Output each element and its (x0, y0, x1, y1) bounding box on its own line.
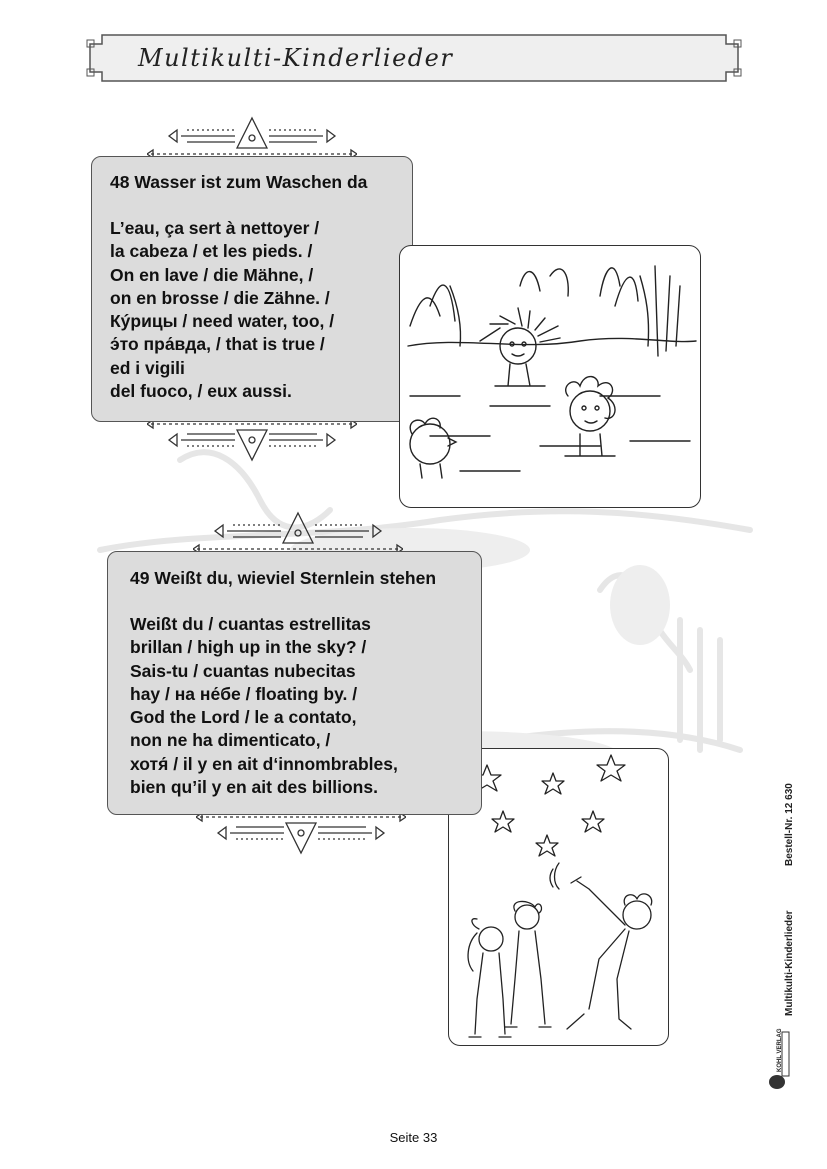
song-48-title: 48 Wasser ist zum Waschen da (110, 172, 368, 192)
publisher-name: KOHL VERLAG (777, 1028, 783, 1072)
header-banner (84, 32, 744, 84)
lyric-line: on en brosse / die Zähne. / (110, 287, 330, 308)
song-49-title: 49 Weißt du, wieviel Sternlein stehen (130, 568, 437, 588)
lyric-line: non ne ha dimenticato, / (130, 730, 331, 751)
lyric-line: L’eau, ça sert à nettoyer / (110, 218, 320, 238)
lyric-line: la cabeza / et les pieds. / (110, 241, 313, 262)
illustration-bathing-children (399, 245, 701, 508)
page-title: Multikulti-Kinderlieder (138, 44, 454, 72)
lyric-line: хотя́ / il y en ait d‘innombrables, (130, 753, 398, 774)
song-48-box (91, 156, 413, 422)
ornament-top-49 (193, 511, 403, 555)
song-48-lyrics (110, 217, 412, 403)
lyric-line: ed i vigili (110, 357, 185, 378)
song-49-box (107, 551, 482, 815)
song-49-lyrics (130, 613, 481, 799)
side-book-title: Multikulti-Kinderlieder (784, 910, 795, 1016)
lyric-line: brillan / high up in the sky? / (130, 637, 367, 658)
lyric-line: bien qu’il y en ait des billions. (130, 777, 378, 798)
order-number: Bestell-Nr. 12 630 (784, 783, 795, 866)
lyric-line: Кýрицы / need water, too, / (110, 311, 335, 332)
lyric-line: del fuoco, / eux aussi. (110, 381, 292, 402)
lyric-line: Sais-tu / cuantas nubecitas (130, 660, 356, 681)
page-number: Seite 33 (389, 1130, 438, 1145)
ornament-bottom-48 (147, 418, 357, 462)
bathing-children-drawing (400, 246, 701, 508)
lyric-line: э́то пра́вда, / that is true / (110, 334, 325, 355)
lyric-line: Weißt du / cuantas estrellitas (130, 614, 371, 634)
lyric-line: God the Lord / le a contato, (130, 707, 357, 728)
stargazing-children-drawing (449, 749, 669, 1046)
lyric-line: hay / на не́бе / floating by. / (130, 683, 358, 704)
ornament-bottom-49 (196, 811, 406, 855)
ornament-top-48 (147, 116, 357, 160)
lyric-line: On en lave / die Mähne, / (110, 264, 314, 285)
